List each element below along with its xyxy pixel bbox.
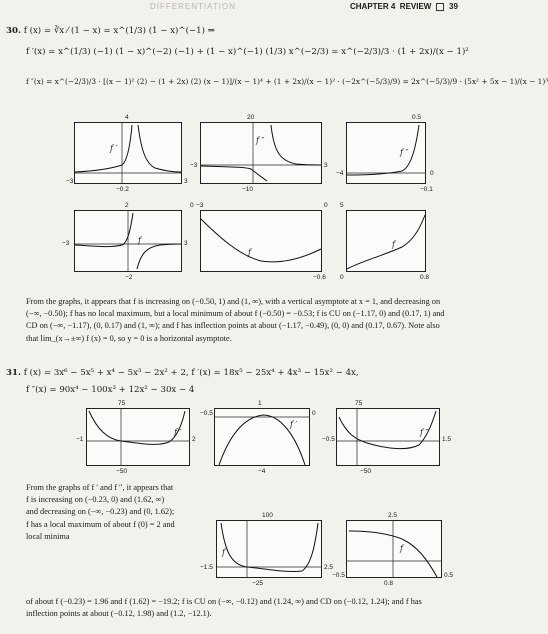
chapter-label: CHAPTER 4 REVIEW — [350, 2, 432, 11]
plot-30-f-zoom — [346, 210, 426, 272]
problem-31-line1: 31. f (x) = 3x⁶ − 5x⁵ + x⁴ − 5x³ − 2x² + 2, f ′(x) = 18x⁵ − 25x⁴ + 4x³ − 15x² − 4x, — [6, 368, 359, 378]
problem-30-explanation: From the graphs, it appears that f is increasing on (−0.50, 1) and (1, ∞), with a vertical asymptote at x = 1, and decreasing on (−∞, −0.50); f has no local maximum, but a local minimum of about f (−0.50) = −0.53; f is CU on (−1.17, 0) and (0.17, 1) and CD on (−∞, −1.17), (0, 0.17) and (1, ∞); and f has inflection points at about (−1.17, −0.49), (0, 0) and (0.17, 0.67). Note also that lim_(x→±∞) f (x) = 0, so y = 0 is a horizontal asymptote. — [26, 297, 445, 343]
plot-30-fprime-wide — [74, 122, 182, 184]
problem-30-line2: f ′(x) = x^(1/3) (−1) (1 − x)^(−2) (−1) + (1 − x)^(−1) (1/3) x^(−2/3) = x^(−2/3)/3 · (1 + 2x)/(x − 1)² — [26, 47, 469, 57]
plot-30-fdoubleprime-zoom — [346, 122, 426, 184]
plot-30-f-min — [200, 210, 322, 272]
plot-31-fprime-wide — [86, 408, 190, 466]
plot-31-fdoubleprime — [336, 408, 440, 466]
square-icon — [436, 3, 444, 11]
bleed-through-heading: DIFFERENTIATION — [150, 2, 236, 11]
problem-30-line1: 30. f (x) = ∛x ⁄ (1 − x) = x^(1/3) (1 − x)^(−1) ⇒ — [6, 26, 215, 36]
problem-30-number: 30. — [6, 26, 21, 36]
plot-31-f-wide — [216, 520, 322, 578]
problem-31-line2: f ″(x) = 90x⁴ − 100x³ + 12x² − 30x − 4 — [26, 385, 195, 395]
problem-31-explanation-left: From the graphs of f ′ and f ″, it appears that f is increasing on (−0.23, 0) and (1.62, ∞) and decreasing on (−∞, −0.23) and (0, 1.62); f has a local maximum of about f (0) = 2 and local minima — [26, 483, 175, 541]
plot-31-f-zoom — [346, 520, 442, 578]
textbook-page: DIFFERENTIATION CHAPTER 4 REVIEW 39 30. f (x) = ∛x ⁄ (1 − x) = x^(1/3) (1 − x)^(−1) ⇒ f ′(x) = x^(1/3) (−1) (1 − x)^(−2) (−1) + (1 − x)^(−1) (1/3) x^(−2/3) = x^(−2/3)/3 · (1 + 2x)/(x − 1)² f ″(x) = x^(−2/3)/3 · [(x − 1)² (2) − (1 + 2x) (2) (x − 1)]/(x − 1)⁴ + (1 + 2x)/(x − 1)² · (−2x^(−5/3)/9) = 2x^(−5/3)/9 · (5x² + 5x − 1)/(x − 1)³ 4 −3 3 −0.2 f ′ 20 −3 3 −10 f ″ 0.5 −4 0 −0.1 f ″ 2 −3 3 −2 f 0 −3 0 −0.6 f 5 0 0.8 f From the graphs, it appears that f is increasing on (−0.50, 1) and (1, ∞), with a vertical asymptote at x = 1, and decreasing on (−∞, −0.50); f has no local maximum, but a local minimum of about f (−0.50) = −0.53; f is CU on (−1.17, 0) and (0.17, 1) and CD on (−∞, −1.17), (0, 0.17) and (1, ∞); and f has inflection points at about (−1.17, −0.49), (0, 0) and (0.17, 0.67). Note also that lim_(x→±∞) f (x) = 0, so y = 0 is a horizontal asymptote. 31. f (x) = 3x⁶ − 5x⁵ + x⁴ − 5x³ − 2x² + 2, f ′(x) = 18x⁵ − 25x⁴ + 4x³ − 15x² − 4x, f ″(x) = 90x⁴ − 100x³ + 12x² − 30x − 4 75 −1 2 −50 f ′ 1 −0.5 0 −4 f ′ 75 −0.5 1.5 −50 f ″ From the graphs of f ′ and f ″, it appears that f is increasing on (−0.23, 0) and (1.62, ∞) and decreasing on (−∞, −0.23) and (0, 1.62); f has a local maximum of about f (0) = 2 and local minima 100 −1.5 2.5 −25 f 2.5 −0.5 0.5 0.8 f of about f (−0.23) = 1.96 and f (1.62) = −19.2; f is CU on (−∞, −0.12) and (1.24, ∞) and CD on (−0.12, 1.24); and f has inflection points at about (−0.12, 1.98) and (1.2, −12.1). — [0, 0, 474, 634]
page-number: 39 — [449, 2, 458, 11]
page-header — [0, 0, 474, 14]
plot-30-fdoubleprime-wide — [200, 122, 322, 184]
problem-30-line3: f ″(x) = x^(−2/3)/3 · [(x − 1)² (2) − (1 + 2x) (2) (x − 1)]/(x − 1)⁴ + (1 + 2x)/(x − 1)² · (−2x^(−5/3)/9) = 2x^(−5/3)/9 · (5x² + 5x − 1)/(x − 1)³ — [26, 77, 548, 86]
problem-31-number: 31. — [6, 368, 21, 378]
plot-30-f-wide — [74, 210, 182, 272]
problem-31-explanation-bottom: of about f (−0.23) = 1.96 and f (1.62) = −19.2; f is CU on (−∞, −0.12) and (1.24, ∞) and CD on (−0.12, 1.24); and f has inflection points at about (−0.12, 1.98) and (1.2, −12.1). — [26, 597, 422, 619]
plot-31-fprime-zoom — [214, 408, 310, 466]
